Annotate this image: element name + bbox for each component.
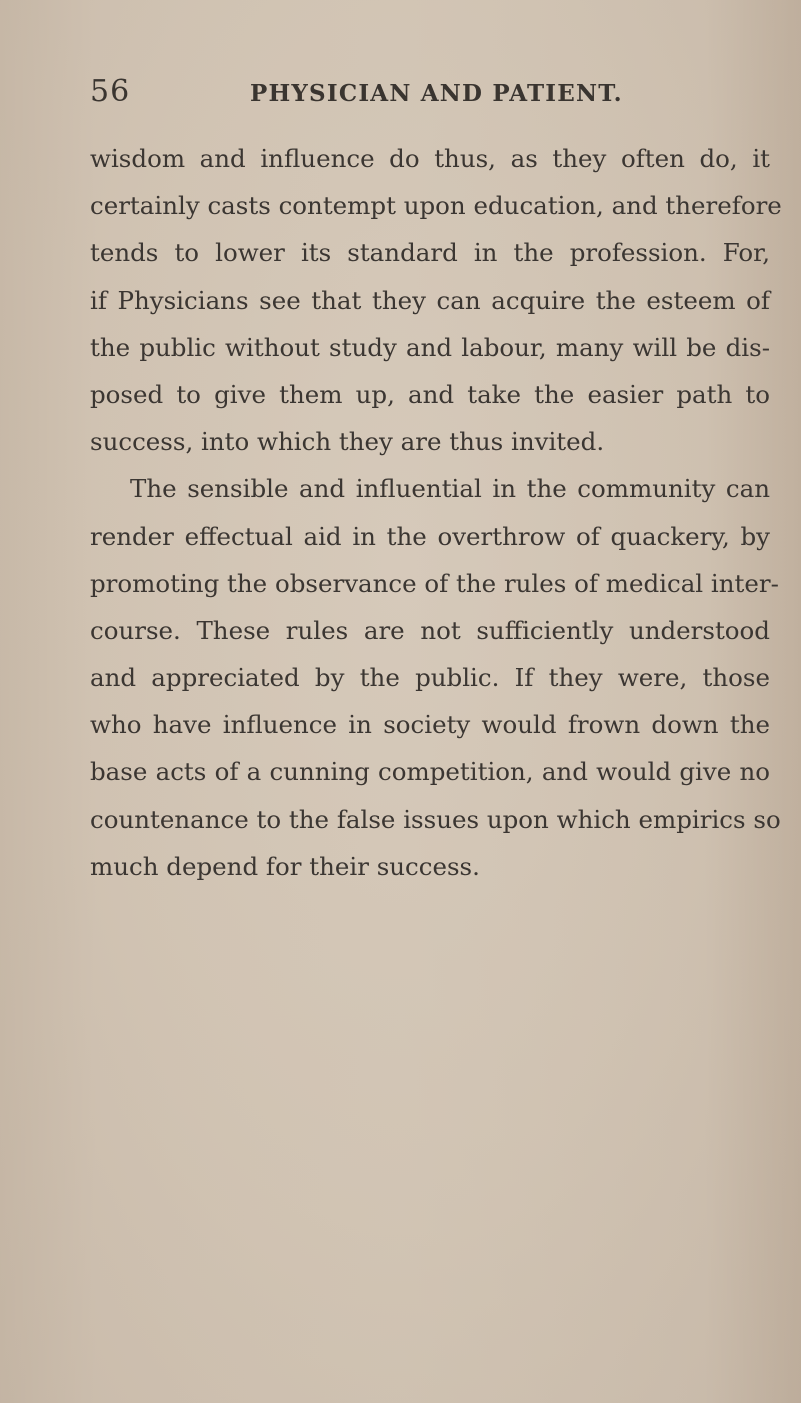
- text-line: tends to lower its standard in the profession. For,: [90, 238, 770, 268]
- text-line: The sensible and influential in the community can: [130, 474, 770, 504]
- text-line: promoting the observance of the rules of medical inter-: [90, 568, 779, 598]
- text-line: success, into which they are thus invited.: [90, 427, 605, 457]
- text-line: course. These rules are not sufficiently understood: [90, 615, 770, 645]
- text-line: who have influence in society would frown down the: [90, 710, 770, 740]
- page-number: 56: [90, 74, 131, 109]
- text-line: the public without study and labour, many will be dis-: [90, 332, 770, 362]
- text-line: certainly casts contempt upon education, and therefore: [90, 191, 782, 221]
- body-text: [90, 135, 782, 890]
- text-line: and appreciated by the public. If they were, those: [90, 663, 770, 693]
- text-line: base acts of a cunning competition, and would give no: [90, 757, 770, 787]
- paragraph-1: [90, 135, 782, 465]
- text-line: much depend for their success.: [90, 851, 480, 881]
- running-head: PHYSICIAN AND PATIENT.: [250, 80, 623, 107]
- text-line: wisdom and influence do thus, as they often do, it: [90, 144, 770, 173]
- text-line: render effectual aid in the overthrow of quackery, by: [90, 521, 770, 551]
- text-line: if Physicians see that they can acquire the esteem of: [90, 285, 770, 315]
- text-line: countenance to the false issues upon which empirics so: [90, 804, 781, 834]
- page-header: [90, 72, 770, 112]
- text-line: posed to give them up, and take the easier path to: [90, 379, 770, 409]
- paragraph-2: [90, 465, 781, 890]
